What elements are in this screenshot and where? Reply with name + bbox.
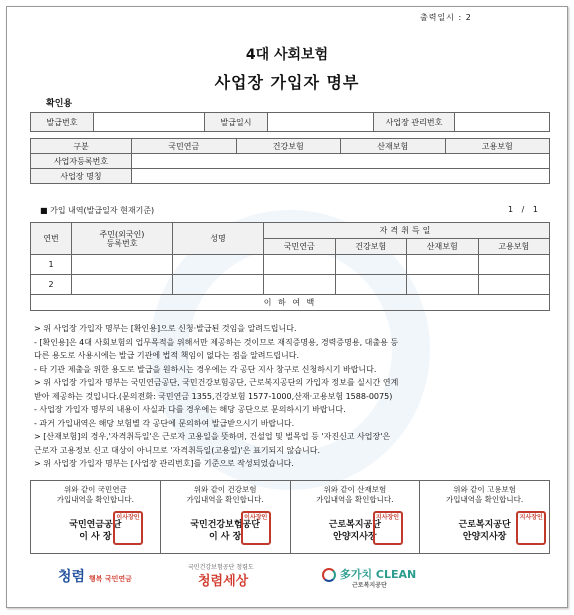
official-seal-icon: 이사장인 (113, 511, 143, 545)
stamp-text: 위와 같이 국민연금 (64, 485, 127, 494)
table-row-no: 1 (31, 255, 72, 275)
notes-block (34, 322, 554, 471)
sub-col-employment: 고용보험 (478, 239, 550, 255)
note-line: > 위 사업장 가입자 명부는 국민연금공단, 국민건강보험공단, 근로복지공단의 가입자 정보를 실시간 연계 (34, 378, 399, 387)
sub-col-health: 건강보험 (335, 239, 407, 255)
site-mgmt-number-label: 사업장 관리번호 (374, 113, 455, 132)
category-label: 구분 (31, 139, 132, 154)
site-mgmt-number-value (455, 113, 550, 132)
stamp-title: 안양지사장 (333, 532, 377, 542)
table-row-no: 2 (31, 275, 72, 295)
biz-reg-label: 사업자등록번호 (31, 154, 132, 169)
stamp-org: 국민연금공단 (69, 520, 122, 530)
official-seal-icon: 지사장인 (516, 511, 546, 545)
table-cell (72, 275, 173, 295)
logo-text: 多가치 CLEAN (339, 568, 417, 581)
note-line: > [산재보험]의 경우,'자격취득일'은 근로자 고용일을 뜻하며, 건설업 및 벌목업 등 '자진신고 사업장'은 (34, 432, 391, 441)
table-cell (335, 255, 407, 275)
stamp-text: 가입내역을 확인합니다. (316, 495, 394, 504)
note-line: - 사업장 가입자 명부의 내용이 사실과 다를 경우에는 해당 공단으로 문의하시기 바랍니다. (34, 405, 346, 414)
stamp-text: 위와 같이 고용보험 (453, 485, 516, 494)
logo-subtext: 행복 국민연금 (88, 575, 132, 583)
footer-logo-injury (322, 566, 416, 588)
stamp-table (30, 480, 550, 554)
table-cell (478, 255, 550, 275)
stamp-employment (420, 481, 550, 554)
header-fields-table (30, 112, 550, 132)
logo-subtext: 근로복지공단 (352, 582, 387, 589)
note-line: 다른 용도로 사용시에는 발급 기관에 법적 책임이 없다는 점을 알려드립니다. (34, 351, 299, 360)
stamp-title: 이 사 장 (208, 532, 242, 542)
sub-col-pension: 국민연금 (264, 239, 336, 255)
ins-header-health: 건강보험 (236, 139, 341, 154)
stamp-title: 이 사 장 (79, 532, 112, 542)
ins-header-injury: 산재보험 (341, 139, 446, 154)
table-cell (173, 255, 264, 275)
logo-subtext: 국민건강보험공단 청렴도 (188, 564, 254, 571)
stamp-org: 근로복지공단 (328, 520, 381, 530)
table-cell (173, 275, 264, 295)
page-indicator: 1 / 1 (508, 205, 541, 214)
stamp-pension (31, 481, 161, 554)
note-line: > 위 사업장 가입자 명부는 [확인용]으로 신청·발급된 것임을 알려드립니다. (34, 324, 297, 333)
issue-number-value (94, 113, 205, 132)
stamp-text: 위와 같이 산재보험 (323, 485, 387, 494)
official-seal-icon: 이사장인 (241, 511, 271, 545)
stamp-text: 가입내역을 확인합니다. (56, 495, 134, 504)
note-line: 근로자 고용정보 신고 대상이 아니므로 '자격취득일(고용일)'은 표기되지 않습니다. (34, 445, 321, 455)
ins-header-pension: 국민연금 (132, 139, 237, 154)
stamp-injury (290, 481, 420, 554)
stamp-text: 위와 같이 건강보험 (193, 485, 257, 494)
issue-number-label: 발급번호 (31, 113, 94, 132)
table-cell (264, 255, 336, 275)
title-line1: 4대 사회보험 (245, 47, 329, 63)
blank-notice: 이 하 여 백 (31, 295, 550, 311)
col-qualify: 자격취득일 (264, 223, 550, 239)
table-cell (335, 275, 407, 295)
stamp-text: 가입내역을 확인합니다. (186, 495, 264, 504)
stamp-org: 국민건강보험공단 (190, 520, 260, 530)
table-cell (264, 275, 336, 295)
sub-col-injury: 산재보험 (407, 239, 479, 255)
col-name: 성명 (173, 223, 264, 255)
note-line: > 위 사업장 가입자 명부는 [사업장 관리번호]를 기준으로 작성되었습니다. (34, 459, 294, 468)
stamp-org: 근로복지공단 (458, 520, 511, 530)
stamp-title: 안양지사장 (462, 532, 507, 542)
logo-text: 청렴 (58, 569, 86, 585)
member-list-table (30, 222, 550, 311)
footer-logo-health: 청렴세상 (198, 574, 249, 589)
table-cell (478, 275, 550, 295)
title-line2: 사업장 가입자 명부 (214, 73, 360, 92)
col-no: 연번 (31, 223, 72, 255)
biz-reg-value (132, 154, 550, 169)
site-name-label: 사업장 명칭 (31, 169, 132, 184)
print-datetime: 출력일시 : 2 (420, 13, 472, 22)
footer-logo-pension (58, 566, 132, 588)
col-id: 주민(외국인) 등록번호 (72, 223, 173, 255)
table-cell (407, 255, 479, 275)
issue-date-label: 발급일시 (205, 113, 268, 132)
note-line: 받아 제공하는 것입니다.(문의전화: 국민연금 1355,건강보험 1577-1000,산재·고용보험 1588-0075) (34, 391, 393, 401)
table-cell (72, 255, 173, 275)
table-cell (407, 275, 479, 295)
stamp-text: 가입내역을 확인합니다. (446, 495, 524, 504)
site-name-value (132, 169, 550, 184)
note-line: - [확인용]은 4대 사회보험의 업무목적을 위해서만 제공하는 것이므로 재직증명용, 경력증명용, 대출용 등 (34, 337, 399, 347)
official-seal-icon: 지사장인 (373, 511, 403, 545)
clean-icon (322, 568, 336, 582)
site-info-table (30, 138, 550, 184)
confirm-label: 확인용 (46, 99, 73, 109)
note-line: - 과거 가입내역은 해당 보험별 각 공단에 문의하여 발급받으시기 바랍니다. (34, 418, 295, 428)
issue-date-value (268, 113, 374, 132)
ins-header-employment: 고용보험 (445, 139, 550, 154)
stamp-health (160, 481, 290, 554)
list-title: ■ 가입 내역(발급일자 현재기준) (40, 206, 155, 215)
note-line: - 타 기관 제출을 위한 용도로 발급을 원하시는 경우에는 각 공단 지사 창구로 신청하시기 바랍니다. (34, 364, 377, 374)
